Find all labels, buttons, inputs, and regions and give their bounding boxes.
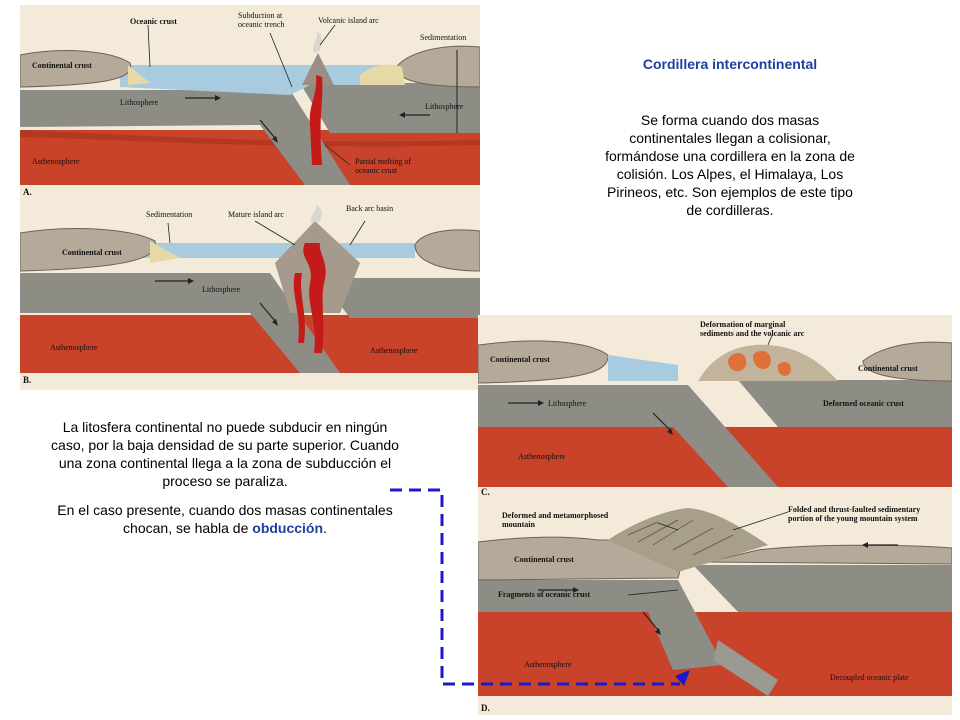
label-deformation-1: Deformation of marginal xyxy=(700,320,786,329)
left-paragraph-2-text: En el caso presente, cuando dos masas continentales chocan, se habla de xyxy=(57,502,393,536)
dashed-connector-arrow xyxy=(380,480,700,700)
label-deformed-metamorphosed-2: mountain xyxy=(502,520,535,529)
label-sedimentation-b: Sedimentation xyxy=(146,210,193,219)
panel-c-letter: C. xyxy=(481,487,490,497)
left-explanation xyxy=(50,418,400,548)
label-continental-crust-d: Continental crust xyxy=(514,555,574,564)
ocean xyxy=(140,243,415,258)
label-partial-melting-1: Partial melting of xyxy=(355,157,411,166)
label-folded-thrust-1: Folded and thrust-faulted sedimentary xyxy=(788,505,921,514)
label-volcanic-island-arc: Volcanic island arc xyxy=(318,16,379,25)
label-oceanic-crust: Oceanic crust xyxy=(130,17,177,26)
label-asthenosphere-d: Asthenosphere xyxy=(524,660,572,669)
panel-b-illustration xyxy=(20,203,480,390)
label-lithosphere-c: Lithosphere xyxy=(548,399,587,408)
panel-a-illustration xyxy=(20,5,480,203)
label-decoupled-oceanic-plate: Decoupled oceanic plate xyxy=(830,673,909,682)
diagram-panel-a xyxy=(20,5,480,203)
label-asthenosphere-c: Asthenosphere xyxy=(518,452,566,461)
label-continental-crust-a: Continental crust xyxy=(32,61,92,70)
label-lithosphere-b: Lithosphere xyxy=(202,285,241,294)
label-subduction-2: oceanic trench xyxy=(238,20,285,29)
label-lithosphere-a-left: Lithosphere xyxy=(120,98,159,107)
diagram-panel-c xyxy=(478,315,952,500)
label-mature-island-arc: Mature island arc xyxy=(228,210,284,219)
label-continental-crust-c-left: Continental crust xyxy=(490,355,550,364)
label-asthenosphere-a: Asthenosphere xyxy=(32,157,80,166)
section-description: Se forma cuando dos masas continentales llegan a colisionar, formándose una cordillera en la zona de colisión. Los Alpes, el Himalaya, Los Pirineos, etc. Son ejemplos de este tipo de cordilleras. xyxy=(605,112,855,218)
label-subduction-1: Subduction at xyxy=(238,11,283,20)
left-paragraph-1: La litosfera continental no puede subducir en ningún caso, por la baja densidad de su parte superior. Cuando una zona continental llega a la zona de subducción el proceso se paraliza. xyxy=(51,419,399,489)
label-asthenosphere-b-right: Asthenosphere xyxy=(370,346,418,355)
label-deformed-metamorphosed-1: Deformed and metamorphosed xyxy=(502,511,609,520)
label-continental-crust-c-right: Continental crust xyxy=(858,364,918,373)
diagram-panel-b xyxy=(20,203,480,390)
panel-b-letter: B. xyxy=(23,375,32,385)
left-paragraph-2-end: . xyxy=(323,520,327,536)
label-fragments-oceanic-crust: Fragments of oceanic crust xyxy=(498,590,591,599)
label-partial-melting-2: oceanic crust xyxy=(355,166,397,175)
label-continental-crust-b: Continental crust xyxy=(62,248,122,257)
label-deformed-oceanic-crust: Deformed oceanic crust xyxy=(823,399,904,408)
panel-a-letter: A. xyxy=(23,187,32,197)
label-deformation-2: sediments and the volcanic arc xyxy=(700,329,805,338)
label-back-arc-basin: Back arc basin xyxy=(346,204,394,213)
label-asthenosphere-b-left: Asthenosphere xyxy=(50,343,98,352)
label-lithosphere-a-right: Lithosphere xyxy=(425,102,464,111)
section-title: Cordillera intercontinental xyxy=(642,56,818,72)
label-folded-thrust-2: portion of the young mountain system xyxy=(788,514,918,523)
label-sedimentation-a: Sedimentation xyxy=(420,33,467,42)
left-paragraph-2 xyxy=(50,501,400,537)
panel-d-letter: D. xyxy=(481,703,490,713)
obduccion-highlight: obducción xyxy=(252,520,324,536)
